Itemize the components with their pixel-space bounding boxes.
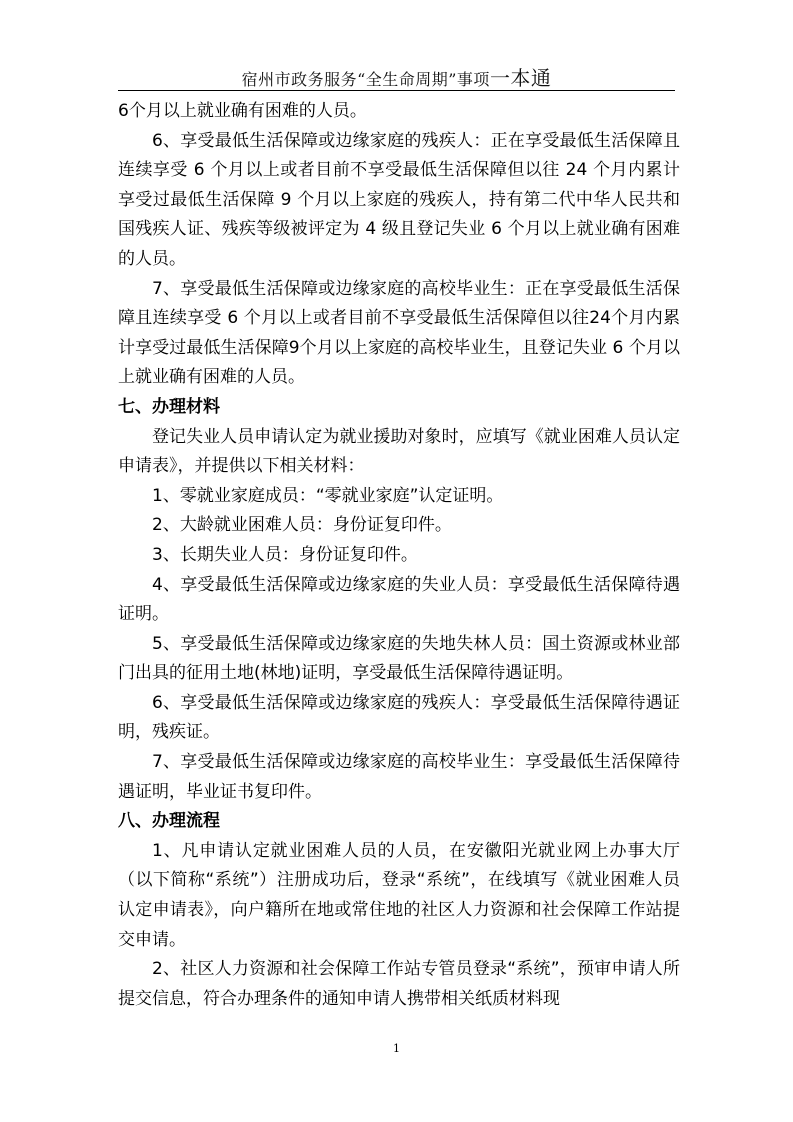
- list-item: 4、享受最低生活保障或边缘家庭的失业人员：享受最低生活保障待遇证明。: [118, 574, 680, 625]
- list-item: 6、享受最低生活保障或边缘家庭的残疾人：享受最低生活保障待遇证明，残疾证。: [118, 692, 680, 743]
- document-body: [118, 97, 680, 1014]
- header-title: 宿州市政务服务“全生命周期”事项: [241, 70, 490, 89]
- paragraph: 2、社区人力资源和社会保障工作站专管员登录“系统”，预审申请人所提交信息，符合办理条件的通知申请人携带相关纸质材料现: [118, 959, 680, 1009]
- running-header: [118, 62, 675, 91]
- paragraph: 1、凡申请认定就业困难人员的人员，在安徽阳光就业网上办事大厅（以下简称“系统”）注册成功后，登录“系统”，在线填写《就业困难人员认定申请表》，向户籍所在地或常住地的社区人力资源和社会保障工作站提交申请。: [118, 840, 680, 950]
- section-heading: 七、办理材料: [118, 396, 220, 417]
- paragraph: 6、享受最低生活保障或边缘家庭的残疾人：正在享受最低生活保障且连续享受 6 个月以上或者目前不享受最低生活保障但以往 24 个月内累计享受过最低生活保障 9 个月以上家庭的残疾人，持有第二代中华人民共和国残疾人证、残疾等级被评定为 4 级且登记失业 6 个月以上就业确有困难的人员。: [118, 130, 680, 269]
- header-rule: [118, 90, 675, 91]
- list-item: 1、零就业家庭成员：“零就业家庭”认定证明。: [152, 485, 504, 506]
- list-item: 5、享受最低生活保障或边缘家庭的失地失林人员：国土资源或林业部门出具的征用土地(林地)证明，享受最低生活保障待遇证明。: [118, 633, 680, 684]
- paragraph: 登记失业人员申请认定为就业援助对象时，应填写《就业困难人员认定申请表》，并提供以下相关材料：: [118, 426, 680, 477]
- list-item: 7、享受最低生活保障或边缘家庭的高校毕业生：享受最低生活保障待遇证明，毕业证书复印件。: [118, 752, 680, 802]
- section-heading: 八、办理流程: [118, 811, 220, 832]
- header-title-tail: 一本通: [489, 66, 552, 90]
- paragraph: 6个月以上就业确有困难的人员。: [118, 101, 367, 121]
- list-item: 3、长期失业人员：身份证复印件。: [152, 544, 418, 565]
- page-number: 1: [393, 1042, 400, 1055]
- paragraph: 7、享受最低生活保障或边缘家庭的高校毕业生：正在享受最低生活保障且连续享受 6 个月以上或者目前不享受最低生活保障但以往24个月内累计享受过最低生活保障9个月以上家庭的高校毕业生，且登记失业 6 个月以上就业确有困难的人员。: [118, 278, 680, 388]
- list-item: 2、大龄就业困难人员：身份证复印件。: [152, 515, 452, 536]
